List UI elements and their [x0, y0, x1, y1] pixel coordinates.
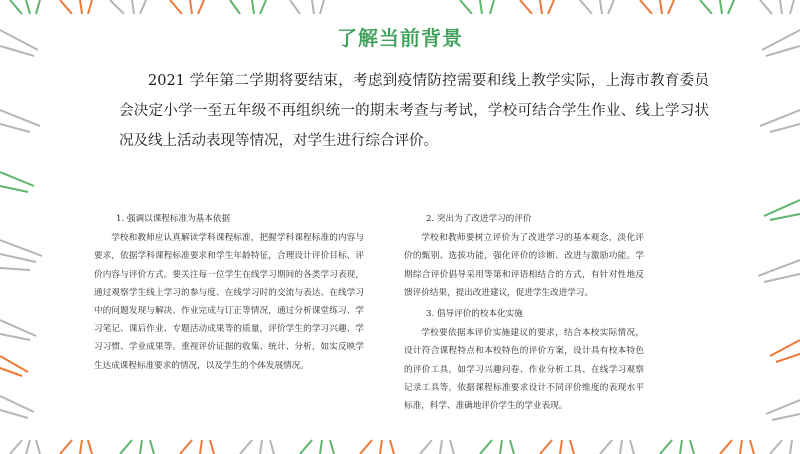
- right-column: [404, 210, 644, 415]
- bottom-leaf-decoration: [10, 440, 792, 454]
- section-1-body: 学校和教师应认真解读学科课程标准，把握学科课程标准的内容与要求，依据学科课程标准要求和学生年龄特征，合理设计评价目标、评价内容与评价方式。要关注每一位学生在线学习期间的各类学习表现，通过观察学生线上学习的参与度、在线学习时的交流与表达、在线学习中的问题发现与解决、作业完成与订正等情况，通过分析课堂练习、学习笔记、课后作业、专题活动成果等的质量，评价学生的学习兴趣、学习习惯、学业成果等。重视评价证据的收集、统计、分析，如实反映学生达成课程标准要求的情况，以及学生的个体发展情况。: [94, 233, 364, 371]
- section-1-heading: 1. 强调以课程标准为基本依据: [116, 214, 231, 224]
- section-3-body: 学校要依据本评价实施建议的要求，结合本校实际情况，设计符合课程特点和本校特色的评价方案，设计具有校本特色的评价工具，如学习兴趣问卷、作业分析工具、在线学习观察记录工具等，依据课程标准要求设计不同评价维度的表现水平标准，科学、准确地评价学生的学业表现。: [404, 328, 644, 412]
- left-column: [94, 210, 364, 375]
- section-2-body: 学校和教师要树立评价为了改进学习的基本观念，淡化评价的甄别、选拔功能，强化评价的诊断、改进与激励功能。学期综合评价倡导采用等第和评语相结合的方式，有针对性地反馈评价结果，提出改进建议，促进学生改进学习。: [404, 233, 644, 298]
- section-2-heading: 2. 突出为了改进学习的评价: [426, 214, 532, 224]
- content-panel: [44, 14, 756, 439]
- right-leaf-decoration: [758, 30, 800, 420]
- intro-paragraph: 2021 学年第二学期将要结束，考虑到疫情防控需要和线上教学实际，上海市教育委员会决定小学一至五年级不再组织统一的期末考查与考试，学校可结合学生作业、线上学习状况及线上活动表现等情况，对学生进行综合评价。: [119, 73, 709, 149]
- left-leaf-decoration: [0, 30, 42, 418]
- section-3-heading: 3. 倡导评价的校本化实施: [426, 309, 523, 320]
- page-title: 了解当前背景: [337, 26, 463, 50]
- top-leaf-decoration: [10, 0, 794, 14]
